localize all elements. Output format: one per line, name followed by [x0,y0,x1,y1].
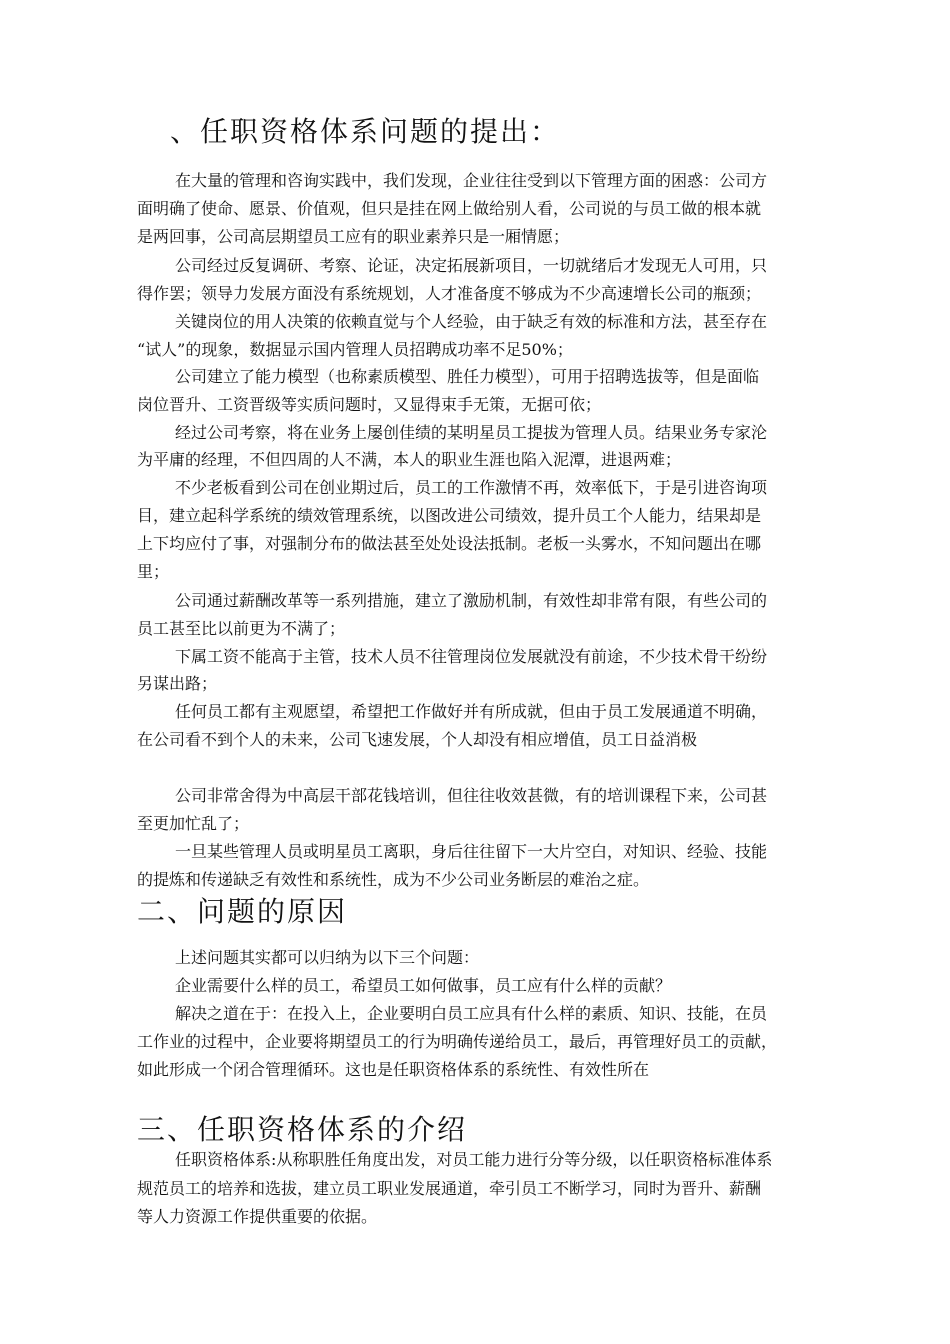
paragraph-line: 公司通过薪酬改革等一系列措施，建立了激励机制，有效性却非常有限，有些公司的 [175,591,768,610]
paragraph-line: 下属工资不能高于主管，技术人员不往管理岗位发展就没有前途，不少技术骨干纷纷 [175,647,768,666]
paragraph-line: 企业需要什么样的员工，希望员工如何做事，员工应有什么样的贡献？ [175,976,672,995]
paragraph-line: 目，建立起科学系统的绩效管理系统，以图改进公司绩效，提升员工个人能力，结果却是 [137,506,762,525]
paragraph-line: 上下均应付了事，对强制分布的做法甚至处处设法抵制。老板一头雾水，不知问题出在哪 [137,534,762,553]
paragraph-line: 在公司看不到个人的未来，公司飞速发展，个人却没有相应增值，员工日益消极 [137,730,698,749]
paragraph-line: 为平庸的经理，不但四周的人不满，本人的职业生涯也陷入泥潭，进退两难； [137,450,682,469]
paragraph-line: 不少老板看到公司在创业期过后，员工的工作激情不再，效率低下，于是引进咨询项 [175,478,768,497]
paragraph-line: 解决之道在于：在投入上，企业要明白员工应具有什么样的素质、知识、技能，在员 [175,1004,768,1023]
paragraph-line: 关键岗位的用人决策的依赖直觉与个人经验，由于缺乏有效的标准和方法，甚至存在 [175,312,768,331]
paragraph-line: 是两回事，公司高层期望员工应有的职业素养只是一厢情愿； [137,227,570,246]
paragraph-line: 的提炼和传递缺乏有效性和系统性，成为不少公司业务断层的难治之症。 [137,870,650,889]
paragraph-line: 等人力资源工作提供重要的依据。 [137,1207,378,1226]
section-heading-3: 三、任职资格体系的介绍 [137,1113,468,1146]
section-heading-2: 二、问题的原因 [137,895,348,928]
paragraph-line: 员工甚至比以前更为不满了； [137,619,346,638]
paragraph-line: 面明确了使命、愿景、价值观，但只是挂在网上做给别人看，公司说的与员工做的根本就 [137,199,762,218]
paragraph-line: 如此形成一个闭合管理循环。这也是任职资格体系的系统性、有效性所在 [137,1060,650,1079]
paragraph-line: 任职资格体系:从称职胜任角度出发，对员工能力进行分等分级，以任职资格标准体系 [175,1150,773,1169]
paragraph-line: 至更加忙乱了； [137,814,250,833]
paragraph-line: 另谋出路； [137,674,218,693]
paragraph-line: 上述问题其实都可以归纳为以下三个问题： [175,948,480,967]
paragraph-line: “试人”的现象，数据显示国内管理人员招聘成功率不足50%； [137,340,573,359]
paragraph-line: 里； [137,562,170,581]
paragraph-line: 规范员工的培养和选拔，建立员工职业发展通道，牵引员工不断学习，同时为晋升、薪酬 [137,1179,762,1198]
paragraph-line: 公司非常舍得为中高层干部花钱培训，但往往收效甚微，有的培训课程下来，公司甚 [175,786,768,805]
paragraph-line: 任何员工都有主观愿望，希望把工作做好并有所成就，但由于员工发展通道不明确， [175,702,768,721]
section-heading-1: 、任职资格体系问题的提出： [170,115,561,148]
paragraph-line: 岗位晋升、工资晋级等实质问题时，又显得束手无策，无据可依； [137,395,602,414]
paragraph-line: 工作业的过程中，企业要将期望员工的行为明确传递给员工，最后，再管理好员工的贡献， [137,1032,778,1051]
paragraph-line: 得作罢；领导力发展方面没有系统规划，人才准备度不够成为不少高速增长公司的瓶颈； [137,284,762,303]
paragraph-line: 公司经过反复调研、考察、论证，决定拓展新项目，一切就绪后才发现无人可用，只 [175,256,768,275]
paragraph-line: 公司建立了能力模型（也称素质模型、胜任力模型），可用于招聘选拔等，但是面临 [175,367,760,386]
paragraph-line: 一旦某些管理人员或明星员工离职，身后往往留下一大片空白，对知识、经验、技能 [175,842,768,861]
paragraph-line: 经过公司考察，将在业务上屡创佳绩的某明星员工提拔为管理人员。结果业务专家沦 [175,423,768,442]
paragraph-line: 在大量的管理和咨询实践中，我们发现，企业往往受到以下管理方面的困惑：公司方 [175,171,768,190]
